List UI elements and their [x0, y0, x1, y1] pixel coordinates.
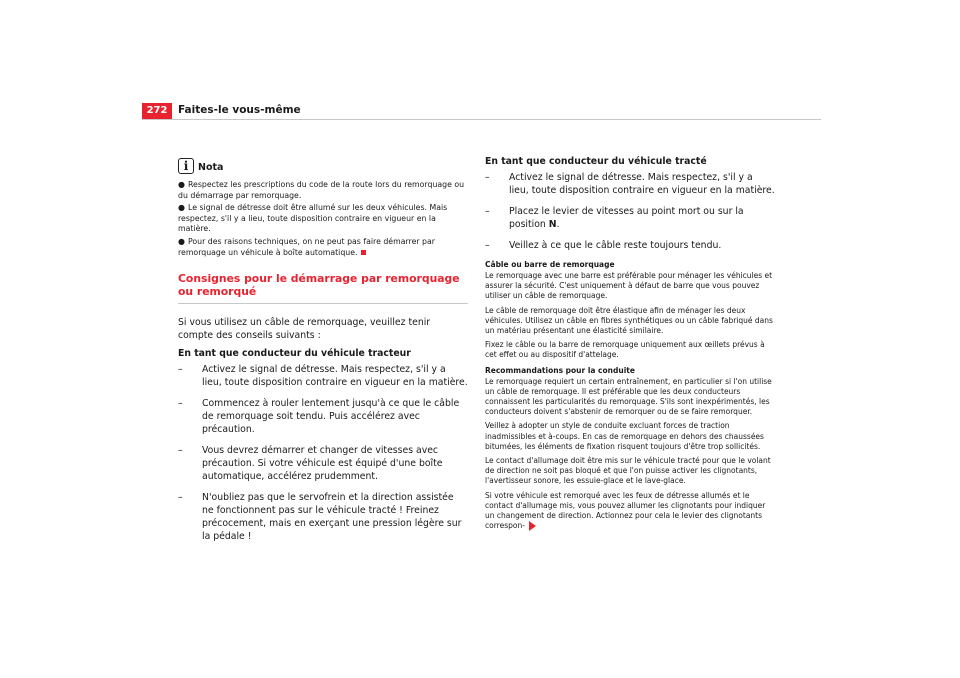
- list-item: – Activez le signal de détresse. Mais respectez, s'il y a lieu, toute disposition contraire en vigueur en la matière.: [485, 172, 775, 196]
- paragraph: Fixez le câble ou la barre de remorquage uniquement aux œillets prévus à cet effet ou au dispositif d'attelage.: [485, 340, 765, 360]
- right-column: [485, 156, 775, 531]
- tractor-heading: En tant que conducteur du véhicule tracteur: [178, 348, 411, 360]
- paragraph: Veillez à adopter un style de conduite excluant forces de traction inadmissibles et à-coups. En cas de remorquage en dehors des chaussées bitumées, les éléments de fixation risquent toujours d'être trop sollicités.: [485, 421, 764, 451]
- bullet-icon: ●: [178, 203, 185, 213]
- list-item: – Activez le signal de détresse. Mais respectez, s'il y a lieu, toute disposition contraire en vigueur en la matière.: [178, 364, 468, 389]
- paragraph: Le remorquage avec une barre est préférable pour ménager les véhicules et assurer la sécurité. C'est uniquement à défaut de barre que vous pouvez utiliser un câble de remorquage.: [485, 271, 773, 301]
- paragraph: Le remorquage requiert un certain entraînement, en particulier si l'on utilise un câble de remorquage. Il est préférable que les deux conducteurs connaissent les particularités du remorquage. S'ils sont inexpérimentés, les conducteurs doivent s'abstenir de remorquer ou de se faire remorquer.: [485, 376, 772, 417]
- nota-list: [178, 180, 468, 258]
- tractor-list: [178, 363, 468, 543]
- towed-list: [485, 171, 775, 252]
- nota-label: Nota: [198, 162, 224, 173]
- towed-heading: En tant que conducteur du véhicule tracté: [485, 156, 707, 167]
- paragraph: Le contact d'allumage doit être mis sur le véhicule tracté pour que le volant de direction ne soit pas bloqué et que l'on puisse activer les clignotants, l'avertisseur sonore, les essuie-glace et le lave-glace.: [485, 456, 771, 486]
- section-intro: Si vous utilisez un câble de remorquage, veuillez tenir compte des conseils suivants :: [178, 317, 431, 342]
- bullet-icon: ●: [178, 236, 185, 246]
- list-item: – Placez le levier de vitesses au point mort ou sur la position N.: [485, 206, 744, 230]
- nota-item: ● Respectez les prescriptions du code de la route lors du remorquage ou du démarrage par remorquage.: [178, 180, 465, 200]
- paragraph: Le câble de remorquage doit être élastique afin de ménager les deux véhicules. Utilisez un câble en fibres synthétiques ou un câble fabriqué dans un matériau présentant une élasticité similaire.: [485, 305, 773, 336]
- list-item: – Veillez à ce que le câble reste toujours tendu.: [485, 240, 722, 251]
- nota-header: [178, 156, 468, 174]
- running-header-title: Faites-le vous-même: [178, 104, 301, 116]
- continue-arrow-icon: [529, 521, 536, 531]
- list-item: – Commencez à rouler lentement jusqu'à ce que le câble de remorquage soit tendu. Puis accélérez avec précaution.: [178, 398, 460, 436]
- paragraph: Si votre véhicule est remorqué avec les feux de détresse allumés et le contact d'allumage mis, vous pouvez allumer les clignotants pour indiquer un changement de direction. Actionnez pour cela le levier des clignotants correspon-: [485, 490, 766, 531]
- end-mark-icon: [361, 250, 366, 255]
- header-divider: [142, 119, 821, 120]
- nota-item: ● Pour des raisons techniques, on ne peut pas faire démarrer par remorquage un véhicule à boîte automatique.: [178, 236, 435, 257]
- list-item: – N'oubliez pas que le servofrein et la direction assistée ne fonctionnent pas sur le véhicule tracté ! Freinez précocement, mais en exerçant une pression légère sur la pédale !: [178, 492, 462, 543]
- driving-heading: Recommandations pour la conduite: [485, 365, 635, 375]
- gear-position-n: N: [548, 219, 557, 230]
- bullet-icon: ●: [178, 180, 185, 189]
- section-title: Consignes pour le démarrage par remorquage ou remorqué: [178, 272, 468, 304]
- cable-heading: Câble ou barre de remorquage: [485, 260, 615, 269]
- list-item: – Vous devrez démarrer et changer de vitesses avec précaution. Si votre véhicule est équipé d'une boîte automatique, accélérez prudemment.: [178, 445, 443, 483]
- page-number: 272: [142, 103, 172, 119]
- left-column: [178, 156, 468, 551]
- info-i-icon: i: [178, 158, 194, 174]
- nota-item: ● Le signal de détresse doit être allumé sur les deux véhicules. Mais respectez, s'il y a lieu, toute disposition contraire en vigueur en la matière.: [178, 203, 448, 234]
